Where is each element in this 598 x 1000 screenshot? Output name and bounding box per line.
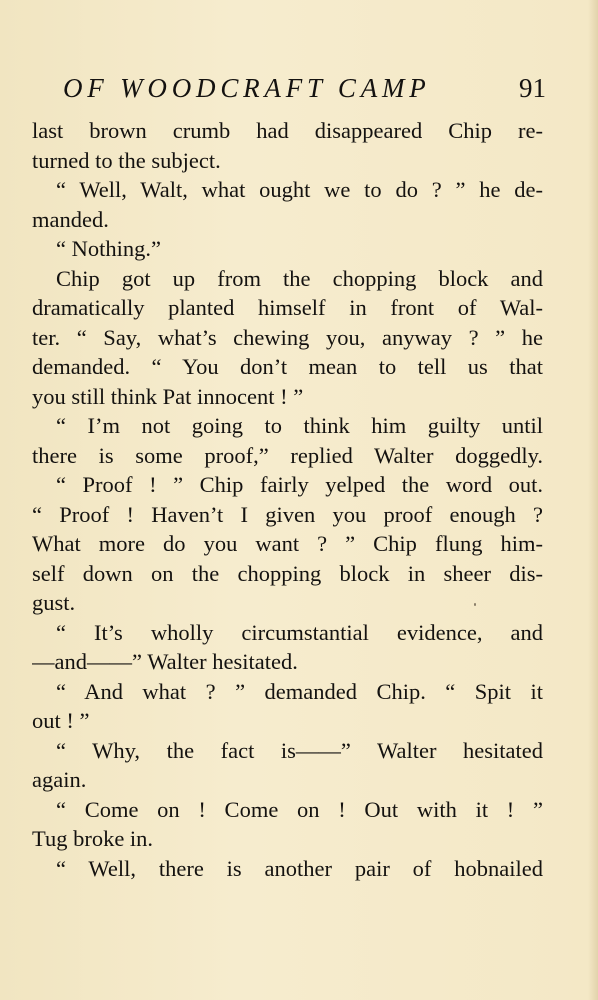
text-line: manded. bbox=[32, 206, 109, 232]
text-line: self down on the chopping block in sheer dis- bbox=[32, 560, 543, 586]
running-title: OF WOODCRAFT CAMP bbox=[63, 73, 431, 103]
text-line: “ Proof ! Haven’t I given you proof enough ? bbox=[32, 501, 543, 527]
text-line: “ Come on ! Come on ! Out with it ! ” bbox=[56, 796, 543, 822]
text-line: Chip got up from the chopping block and bbox=[56, 265, 543, 291]
text-line: “ And what ? ” demanded Chip. “ Spit it bbox=[56, 678, 543, 704]
text-line: “ Why, the fact is——” Walter hesitated bbox=[56, 737, 543, 763]
text-line: last brown crumb had disappeared Chip re- bbox=[32, 118, 543, 143]
body-text bbox=[32, 116, 543, 883]
text-line: gust. bbox=[32, 590, 76, 615]
text-line: “ Well, there is another pair of hobnailed bbox=[56, 855, 543, 881]
text-line: turned to the subject. bbox=[32, 147, 221, 173]
running-head bbox=[30, 68, 546, 108]
text-line: “ Proof ! ” Chip fairly yelped the word out. bbox=[56, 472, 543, 497]
text-line: What more do you want ? ” Chip flung him- bbox=[32, 531, 543, 556]
text-line: dramatically planted himself in front of Wal- bbox=[32, 295, 543, 320]
text-line: “ Well, Walt, what ought we to do ? ” he de- bbox=[56, 177, 543, 202]
text-line: again. bbox=[32, 767, 87, 792]
paper-speck bbox=[474, 603, 476, 606]
text-line: —and——” Walter hesitated. bbox=[32, 649, 298, 674]
text-line: ter. “ Say, what’s chewing you, anyway ? ” he bbox=[32, 324, 543, 350]
text-line: demanded. “ You don’t mean to tell us that bbox=[32, 354, 543, 379]
text-line: “ I’m not going to think him guilty until bbox=[56, 413, 543, 438]
text-line: “ It’s wholly circumstantial evidence, and bbox=[56, 619, 543, 645]
text-line: “ Nothing.” bbox=[56, 236, 161, 261]
page-number: 91 bbox=[519, 73, 546, 103]
text-line: you still think Pat innocent ! ” bbox=[32, 383, 304, 409]
text-line: there is some proof,” replied Walter doggedly. bbox=[32, 442, 543, 468]
page-edge-shadow bbox=[588, 0, 598, 1000]
text-line: out ! ” bbox=[32, 708, 90, 733]
text-line: Tug broke in. bbox=[32, 826, 154, 851]
